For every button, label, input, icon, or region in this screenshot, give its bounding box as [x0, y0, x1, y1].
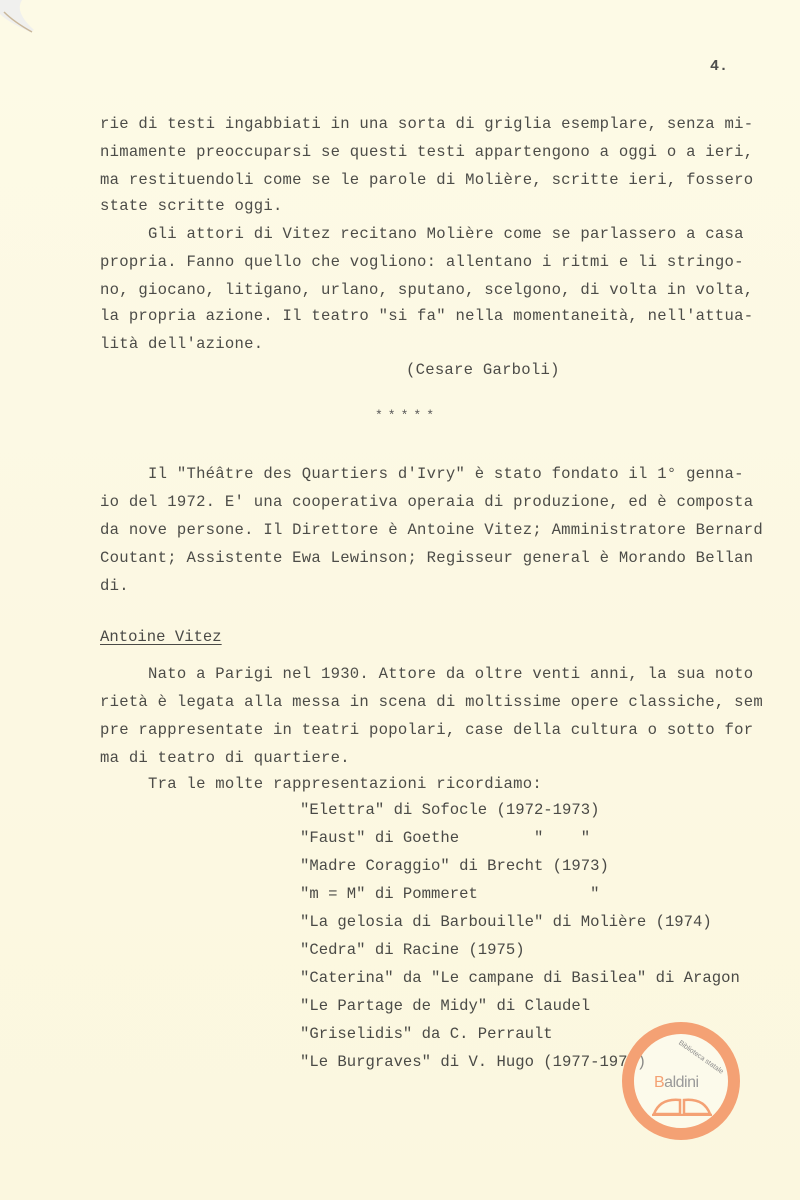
stamp-library-name: Baldini [654, 1074, 699, 1091]
works-list-item: "m = M" di Pommeret " [300, 885, 600, 903]
text-line: la propria azione. Il teatro "si fa" nella momentaneità, nell'attua- [100, 307, 754, 325]
section-heading: Antoine Vitez [100, 628, 222, 646]
text-line: Tra le molte rappresentazioni ricordiamo: [100, 775, 542, 793]
stamp-small-text: Biblioteca statale [677, 1039, 725, 1076]
text-line: Nato a Parigi nel 1930. Attore da oltre venti anni, la sua noto [100, 665, 754, 683]
works-list-item: "Cedra" di Racine (1975) [300, 941, 525, 959]
works-list-item: "Le Partage de Midy" di Claudel [300, 997, 591, 1015]
text-line: Il "Théâtre des Quartiers d'Ivry" è stato fondato il 1° genna- [100, 465, 744, 483]
text-line: state scritte oggi. [100, 197, 283, 215]
library-stamp [622, 1022, 740, 1140]
text-line: ma di teatro di quartiere. [100, 749, 350, 767]
text-line: nimamente preoccuparsi se questi testi appartengono a oggi o a ieri, [100, 143, 754, 161]
text-line: da nove persone. Il Direttore è Antoine Vitez; Amministratore Bernard [100, 521, 763, 539]
works-list-item: "Caterina" da "Le campane di Basilea" di Aragon [300, 969, 740, 987]
text-line: ma restituendoli come se le parole di Molière, scritte ieri, fossero [100, 171, 754, 189]
text-line: pre rappresentate in teatri popolari, case della cultura o sotto for [100, 721, 754, 739]
text-line: no, giocano, litigano, urlano, sputano, scelgono, di volta in volta, [100, 281, 754, 299]
works-list-item: "Le Burgraves" di V. Hugo (1977-1978) [300, 1053, 647, 1071]
text-line: io del 1972. E' una cooperativa operaia di produzione, ed è composta [100, 493, 754, 511]
works-list-item: "Griselidis" da C. Perrault [300, 1025, 553, 1043]
text-line: Coutant; Assistente Ewa Lewinson; Regisseur general è Morando Bellan [100, 549, 754, 567]
text-line: propria. Fanno quello che vogliono: allentano i ritmi e li stringo- [100, 253, 744, 271]
text-line: Gli attori di Vitez recitano Molière come se parlassero a casa [100, 225, 744, 243]
open-book-icon [652, 1096, 712, 1116]
folded-corner-icon [0, 0, 40, 38]
works-list-item: "Elettra" di Sofocle (1972-1973) [300, 801, 600, 819]
text-line: lità dell'azione. [100, 335, 264, 353]
section-separator: ***** [375, 408, 440, 423]
works-list-item: "Madre Coraggio" di Brecht (1973) [300, 857, 609, 875]
works-list-item: "La gelosia di Barbouille" di Molière (1974) [300, 913, 712, 931]
quote-attribution: (Cesare Garboli) [406, 361, 560, 379]
text-line: di. [100, 577, 129, 595]
text-line: rietà è legata alla messa in scena di moltissime opere classiche, sem [100, 693, 763, 711]
text-line: rie di testi ingabbiati in una sorta di griglia esemplare, senza mi- [100, 115, 754, 133]
page-number: 4. [710, 58, 729, 75]
works-list-item: "Faust" di Goethe " " [300, 829, 591, 847]
